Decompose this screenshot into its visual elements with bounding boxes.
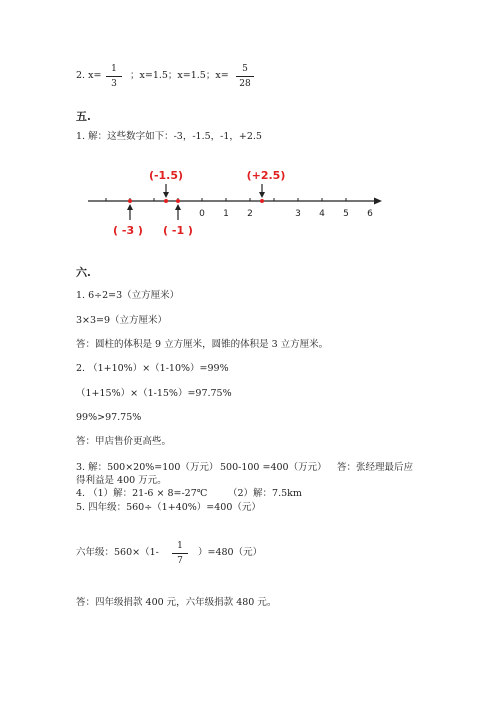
arrow-up-neg3 [127, 204, 133, 220]
s6-line-8a: 3. 解：500×20%=100（万元） [76, 462, 219, 473]
arrow-down-neg1-5 [163, 184, 169, 198]
eq-prefix: 2. x= [76, 70, 102, 81]
number-line [80, 162, 390, 244]
s6-line-5: （1+15%）×（1-15%）=97.75% [76, 388, 232, 399]
frac-bar [106, 76, 122, 77]
s6-line-9: 得利益是 400 万元。 [76, 475, 167, 486]
tick-label-6: 6 [367, 209, 373, 219]
fraction-one-seventh [172, 541, 188, 566]
frac-denominator: 28 [239, 79, 251, 89]
s6-line-12a: 六年级：560×（1- [76, 547, 159, 558]
s6-line-12b: ）=480（元） [198, 547, 263, 558]
s6-line-4: 2. （1+10%）×（1-10%）=99% [76, 363, 229, 374]
s6-line-2: 3×3=9（立方厘米） [76, 315, 168, 326]
s6-line-13: 答：四年级捐款 400 元，六年级捐款 480 元。 [76, 597, 277, 608]
label-pos2-5: (+2.5) [246, 169, 286, 182]
tick-label-3: 3 [295, 209, 301, 219]
section-6-heading: 六. [76, 266, 91, 279]
s6-line-7: 答：甲店售价更高些。 [76, 436, 172, 447]
s6-line-8c: 答：张经理最后应 [337, 462, 414, 473]
tick-label-1: 1 [223, 209, 229, 219]
fraction-one-third [106, 64, 122, 89]
point-neg1 [176, 199, 180, 203]
label-neg3: ( -3 ) [113, 224, 143, 237]
s6-line-11: 5. 四年级：560÷（1+40%）=400（元） [76, 502, 261, 513]
axis-arrow [374, 198, 382, 205]
tick-label-5: 5 [343, 209, 349, 219]
section-5-heading: 五. [76, 110, 91, 123]
frac-denominator: 3 [111, 79, 117, 89]
point-neg3 [128, 199, 132, 203]
s6-line-10b: （2）解：7.5km [228, 488, 302, 499]
arrow-down-pos2-5 [259, 184, 265, 198]
arrow-up-neg1 [175, 204, 181, 220]
frac-denominator: 7 [177, 556, 183, 566]
frac-numerator: 1 [111, 64, 117, 74]
frac-bar [236, 76, 254, 77]
point-neg1-5 [164, 199, 168, 203]
frac-numerator: 1 [177, 541, 183, 551]
section-5-q1: 1. 解：这些数字如下：-3，-1.5，-1，+2.5 [76, 131, 262, 142]
s6-line-3: 答：圆柱的体积是 9 立方厘米，圆锥的体积是 3 立方厘米。 [76, 339, 329, 350]
label-neg1-5: (-1.5) [148, 169, 184, 182]
s6-line-8b: 500-100 =400（万元） [220, 462, 327, 473]
point-pos2-5 [260, 199, 264, 203]
frac-bar [172, 553, 188, 554]
fraction-five-28 [236, 64, 254, 89]
tick-label-2: 2 [247, 209, 253, 219]
tick-label-0: 0 [199, 209, 205, 219]
label-neg1: ( -1 ) [163, 224, 193, 237]
s6-line-6: 99%>97.75% [76, 412, 142, 423]
s6-line-10a: 4. （1）解：21-6 × 8=-27℃ [76, 488, 208, 499]
eq-middle: ；x=1.5；x=1.5；x= [130, 70, 229, 81]
frac-numerator: 5 [242, 64, 248, 74]
s6-line-1: 1. 6÷2=3（立方厘米） [76, 290, 180, 301]
tick-label-4: 4 [319, 209, 325, 219]
